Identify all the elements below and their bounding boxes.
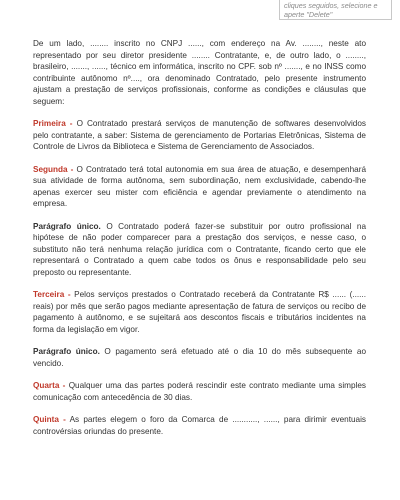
clause-segunda [33, 164, 366, 210]
contract-intro-paragraph: De um lado, ........ inscrito no CNPJ ......, com endereço na Av. ........, neste ato representado por seu diretor presidente ........ Contratante, e, de outro lado, o ........, brasileiro, ......., ......, técnico em informática, inscrito no CPF. sob nº ......., e no INSS como contribuinte autônomo nº...., ora denominado Contratado, pelo presente instrumento ajustam a prestação de serviços profissionais, conforme as condições e cláusulas que seguem: [33, 39, 366, 106]
clause-terceira-paragrafo-unico-text: O pagamento será efetuado até o dia 10 do mês subsequente ao vencido. [33, 347, 366, 368]
clause-quinta-text: As partes elegem o foro da Comarca de ..........., ......, para dirimir eventuais controvérsias oriundas do presente. [33, 415, 366, 436]
clause-segunda-paragrafo-unico-text: O Contratado poderá fazer-se substituir por outro profissional na hipótese de não poder comparecer para a prestação dos serviços, e nesse caso, o substituto não terá nenhuma relação jurídica com o Contratante, ficando certo que ele representará o Contratado a quem cabe todos os ônus e responsabilidade pelo seu preposto ou representante. [33, 221, 366, 277]
clause-terceira-text: Pelos serviços prestados o Contratado receberá da Contratante R$ ...... (...... reais) por mês que serão pagos mediante apresentação de fatura de serviços ou recibo de pagamento à autônomo, e se sujeitará aos descontos fiscais e tributários incidentes na forma da legislação em vigor. [33, 290, 366, 334]
clause-segunda-text: O Contratado terá total autonomia em sua área de atuação, e desempenhará sua atividade de forma autônoma, sem subordinação, nem exclusividade, cabendo-lhe apenas exercer seu mister com eficiência e agendar previamente o atendimento na empresa. [33, 164, 366, 208]
contract-document [33, 38, 366, 448]
clause-terceira-title: Terceira - [33, 290, 71, 299]
clause-quarta-title: Quarta - [33, 381, 66, 390]
clause-quinta-title: Quinta - [33, 415, 66, 424]
clause-segunda-paragrafo-unico [33, 221, 366, 279]
clause-terceira [33, 289, 366, 335]
clause-segunda-title: Segunda - [33, 164, 74, 174]
clause-primeira [33, 118, 366, 153]
editing-hint-box [279, 0, 392, 20]
clause-quarta [33, 380, 366, 403]
clause-terceira-paragrafo-unico [33, 346, 366, 369]
clause-primeira-title: Primeira - [33, 119, 73, 128]
editing-hint-text: cliques seguidos, selecione e aperte "Delete" [284, 1, 378, 19]
clause-primeira-text: O Contratado prestará serviços de manutenção de softwares desenvolvidos pelo contratante, a saber: Sistema de gerenciamento de Portarias Eletrônicas, Sistema de Controle de Livros da Biblioteca e Sistema de Gerenciamento de Associados. [33, 119, 366, 151]
clause-quarta-text: Qualquer uma das partes poderá rescindir este contrato mediante uma simples comunicação com antecedência de 30 dias. [33, 381, 366, 402]
clause-quinta [33, 414, 366, 437]
clause-segunda-paragrafo-unico-title: Parágrafo único. [33, 221, 101, 231]
clause-terceira-paragrafo-unico-title: Parágrafo único. [33, 347, 100, 356]
